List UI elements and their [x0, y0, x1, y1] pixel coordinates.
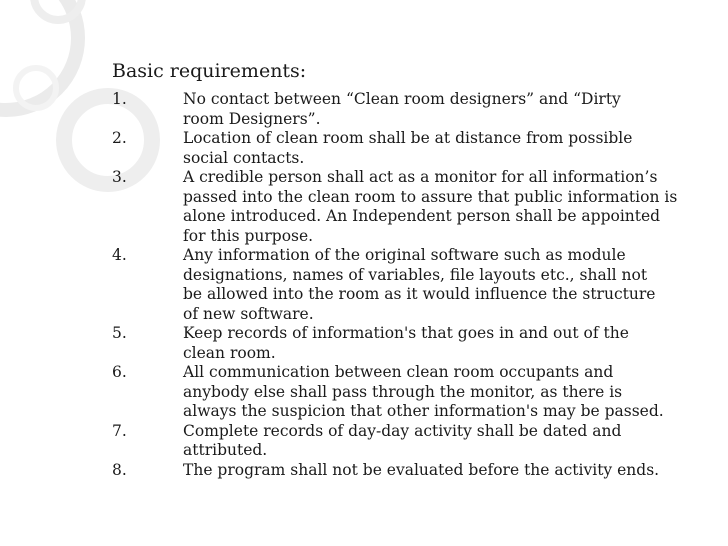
list-item: [112, 422, 712, 461]
list-item: [112, 168, 712, 246]
slide-content: [112, 58, 712, 480]
item-text: The program shall not be evaluated before the activity ends.: [183, 460, 660, 479]
item-text: No contact between “Clean room designers” and “Dirty room Designers”.: [183, 90, 621, 128]
list-item: [112, 246, 712, 324]
item-number: 8.: [112, 460, 127, 479]
deco-ring-large: [0, 0, 78, 110]
item-number: 1.: [112, 90, 127, 108]
deco-ring-faint: [16, 68, 56, 108]
slide-heading: Basic requirements:: [112, 60, 307, 82]
item-text: Location of clean room shall be at distance from possible social contacts.: [183, 129, 633, 167]
list-item: [112, 363, 712, 422]
item-number: 2.: [112, 129, 127, 147]
item-number: 4.: [112, 246, 127, 264]
list-item: [112, 461, 712, 481]
item-number: 6.: [112, 363, 127, 381]
item-text: Any information of the original software such as module designations, names of variables, file layouts etc., shall not be allowed into the room as it would influence the structure of new software.: [183, 246, 656, 323]
item-text: Keep records of information's that goes in and out of the clean room.: [183, 324, 629, 362]
item-number: 7.: [112, 421, 127, 440]
item-number: 3.: [112, 168, 127, 186]
list-item: [112, 324, 712, 363]
deco-ring-medium: [34, 0, 82, 20]
item-text: All communication between clean room occupants and anybody else shall pass through the monitor, as there is always the suspicion that other information's may be passed.: [183, 363, 664, 420]
list-item: [112, 129, 712, 168]
item-text: Complete records of day-day activity shall be dated and attributed.: [183, 421, 622, 459]
list-item: [112, 90, 712, 129]
item-text: A credible person shall act as a monitor for all information’s passed into the clean room to assure that public information is alone introduced. An Independent person shall be appointed for this purpose.: [183, 168, 678, 245]
item-number: 5.: [112, 324, 127, 342]
requirements-list: [112, 90, 712, 480]
